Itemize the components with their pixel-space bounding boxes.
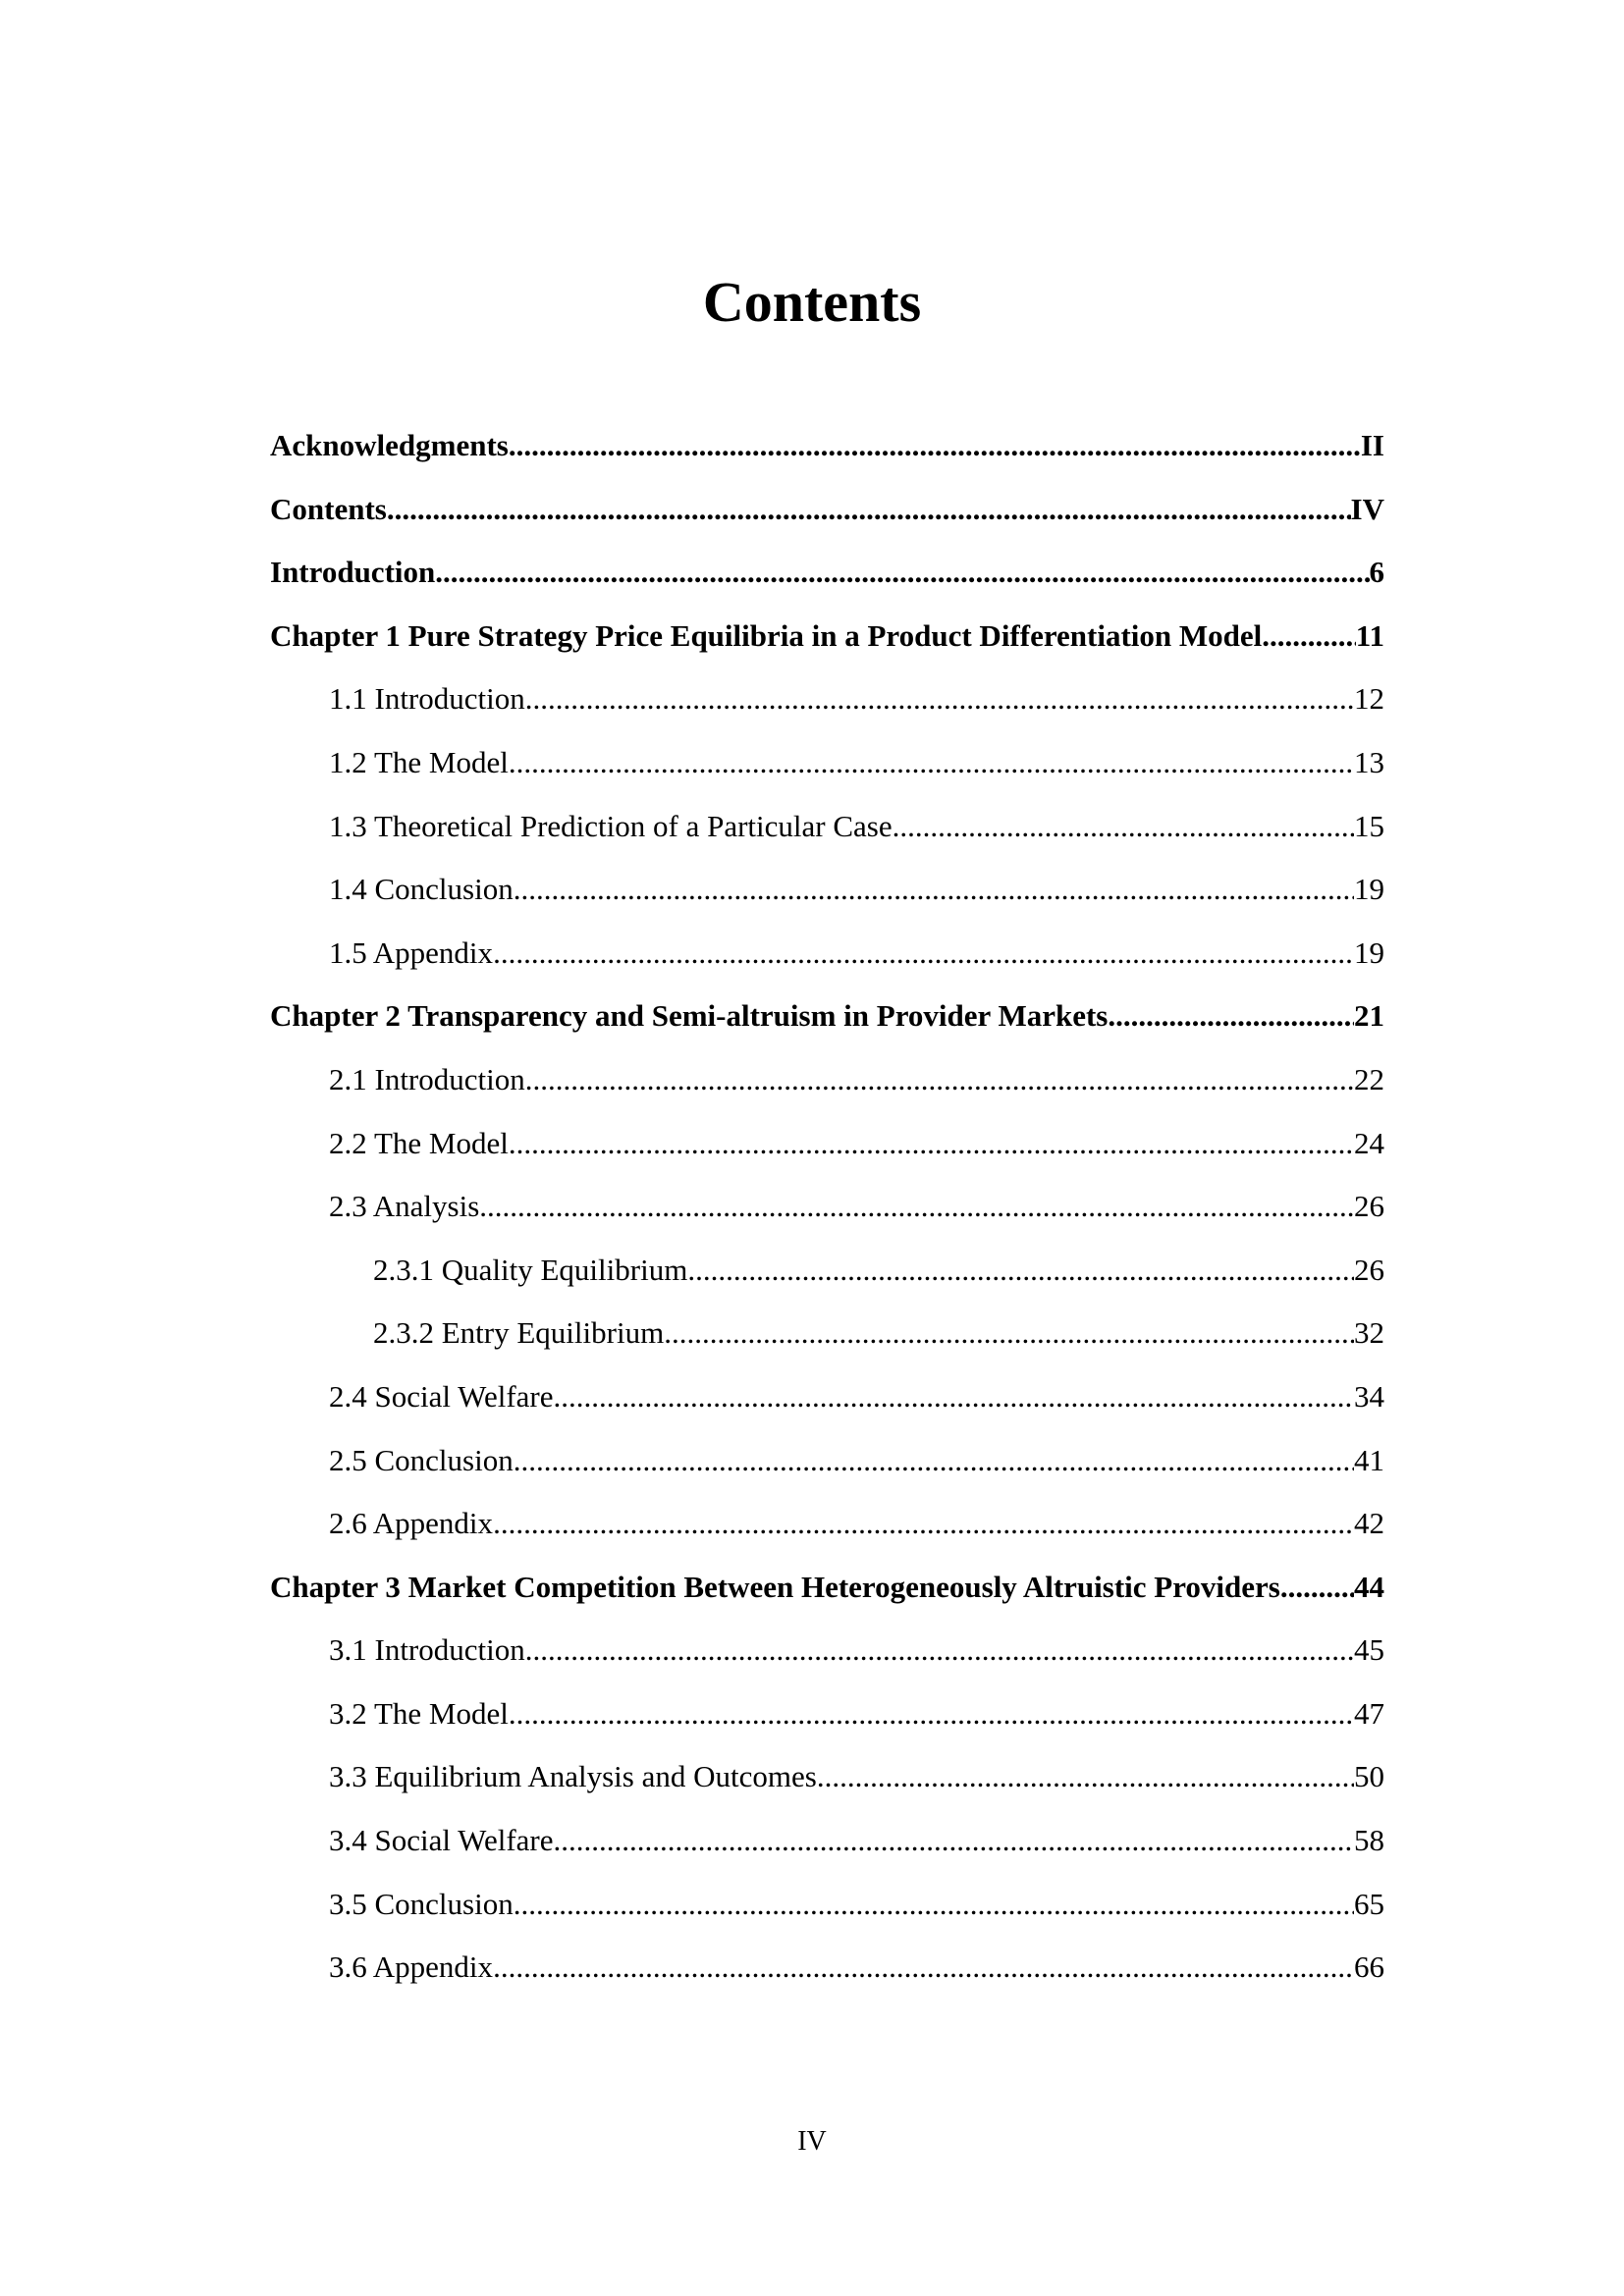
toc-dot-leader bbox=[554, 1817, 1355, 1864]
toc-entry-label: 2.5 Conclusion bbox=[329, 1442, 514, 1477]
toc-entry[interactable] bbox=[270, 486, 1384, 550]
toc-entry-label: Contents bbox=[270, 491, 387, 526]
toc-dot-leader bbox=[493, 1500, 1354, 1547]
toc-entry-label: 1.3 Theoretical Prediction of a Particular Case bbox=[329, 808, 893, 843]
toc-entry[interactable] bbox=[270, 1817, 1384, 1881]
toc-entry-label: 3.4 Social Welfare bbox=[329, 1823, 554, 1858]
toc-entry-label: Chapter 1 Pure Strategy Price Equilibria in a Product Differentiation Model bbox=[270, 617, 1263, 653]
toc-entry-page-number: 44 bbox=[1354, 1569, 1384, 1604]
toc-entry[interactable] bbox=[270, 1627, 1384, 1690]
toc-entry-page-number: 58 bbox=[1354, 1823, 1384, 1858]
toc-dot-leader bbox=[493, 1944, 1354, 1991]
toc-dot-leader bbox=[387, 486, 1351, 533]
toc-entry-page-number: 6 bbox=[1369, 555, 1384, 590]
page-title: Contents bbox=[702, 270, 922, 334]
toc-entry-page-number: 19 bbox=[1354, 934, 1384, 970]
toc-dot-leader bbox=[509, 739, 1354, 786]
toc-entry-label: Introduction bbox=[270, 555, 436, 590]
toc-entry[interactable] bbox=[270, 1564, 1384, 1628]
toc-entry[interactable] bbox=[270, 1309, 1384, 1373]
toc-entry[interactable] bbox=[270, 866, 1384, 930]
toc-entry-page-number: 26 bbox=[1354, 1189, 1384, 1224]
toc-dot-leader bbox=[509, 1120, 1354, 1167]
toc-entry[interactable] bbox=[270, 422, 1384, 486]
toc-entry-label: 3.1 Introduction bbox=[329, 1632, 525, 1668]
toc-entry-label: 2.1 Introduction bbox=[329, 1061, 525, 1096]
toc-entry[interactable] bbox=[270, 739, 1384, 803]
toc-entry-page-number: 42 bbox=[1354, 1506, 1384, 1541]
toc-entry-page-number: IV bbox=[1350, 491, 1384, 526]
toc-entry[interactable] bbox=[270, 1247, 1384, 1310]
toc-entry-label: 2.3 Analysis bbox=[329, 1189, 480, 1224]
toc-entry-label: Chapter 3 Market Competition Between Heterogeneously Altruistic Providers bbox=[270, 1569, 1280, 1604]
toc-dot-leader bbox=[525, 675, 1354, 722]
toc-entry[interactable] bbox=[270, 1690, 1384, 1754]
toc-dot-leader bbox=[479, 1183, 1354, 1230]
toc-entry[interactable] bbox=[270, 1944, 1384, 2007]
toc-dot-leader bbox=[509, 1690, 1354, 1737]
toc-entry-page-number: 50 bbox=[1354, 1759, 1384, 1794]
toc-entry-label: 3.6 Appendix bbox=[329, 1949, 494, 1985]
toc-entry-page-number: 65 bbox=[1354, 1886, 1384, 1921]
toc-entry[interactable] bbox=[270, 992, 1384, 1056]
toc-dot-leader bbox=[493, 930, 1354, 977]
toc-entry-page-number: 45 bbox=[1354, 1632, 1384, 1668]
toc-entry-page-number: 26 bbox=[1354, 1252, 1384, 1287]
toc-dot-leader bbox=[525, 1627, 1354, 1674]
toc-entry-label: 3.3 Equilibrium Analysis and Outcomes bbox=[329, 1759, 817, 1794]
toc-entry-label: 2.2 The Model bbox=[329, 1125, 509, 1160]
toc-entry-page-number: 21 bbox=[1354, 998, 1384, 1034]
toc-entry-label: Chapter 2 Transparency and Semi-altruism in Provider Markets bbox=[270, 998, 1109, 1034]
toc-entry-label: 1.1 Introduction bbox=[329, 681, 525, 717]
toc-entry[interactable] bbox=[270, 1056, 1384, 1120]
toc-entry[interactable] bbox=[270, 1120, 1384, 1184]
toc-entry-label: 1.4 Conclusion bbox=[329, 872, 514, 907]
toc-dot-leader bbox=[514, 866, 1354, 913]
toc-entry-page-number: II bbox=[1360, 428, 1384, 462]
toc-entry-label: Acknowledgments bbox=[270, 428, 509, 462]
toc-entry[interactable] bbox=[270, 1437, 1384, 1501]
toc-dot-leader bbox=[514, 1437, 1354, 1484]
toc-entry[interactable] bbox=[270, 1183, 1384, 1247]
toc-entry-page-number: 15 bbox=[1354, 808, 1384, 843]
toc-entry-label: 3.5 Conclusion bbox=[329, 1886, 514, 1921]
toc-dot-leader bbox=[435, 549, 1369, 596]
toc-dot-leader bbox=[1280, 1564, 1354, 1611]
toc-entry-page-number: 12 bbox=[1354, 681, 1384, 717]
toc-entry[interactable] bbox=[270, 613, 1384, 676]
page-number: IV bbox=[797, 2126, 827, 2157]
toc-dot-leader bbox=[687, 1247, 1354, 1294]
toc-entry[interactable] bbox=[270, 549, 1384, 613]
toc-entry-page-number: 11 bbox=[1355, 617, 1384, 653]
toc-entry[interactable] bbox=[270, 675, 1384, 739]
toc-dot-leader bbox=[509, 422, 1361, 469]
toc-dot-leader bbox=[817, 1753, 1354, 1800]
toc-entry-page-number: 13 bbox=[1354, 744, 1384, 779]
toc-entry-page-number: 41 bbox=[1354, 1442, 1384, 1477]
toc-dot-leader bbox=[514, 1881, 1354, 1928]
toc-entry-page-number: 19 bbox=[1354, 872, 1384, 907]
table-of-contents bbox=[270, 422, 1384, 2007]
toc-dot-leader bbox=[1262, 613, 1355, 660]
toc-entry-page-number: 22 bbox=[1354, 1061, 1384, 1096]
toc-entry[interactable] bbox=[270, 1373, 1384, 1437]
toc-entry-label: 3.2 The Model bbox=[329, 1695, 509, 1731]
toc-entry-label: 1.5 Appendix bbox=[329, 934, 494, 970]
toc-dot-leader bbox=[1108, 992, 1354, 1040]
toc-dot-leader bbox=[525, 1056, 1354, 1103]
toc-entry[interactable] bbox=[270, 930, 1384, 993]
toc-entry-page-number: 66 bbox=[1354, 1949, 1384, 1985]
toc-entry-label: 2.3.2 Entry Equilibrium bbox=[373, 1315, 665, 1351]
toc-entry[interactable] bbox=[270, 1500, 1384, 1564]
toc-dot-leader bbox=[554, 1373, 1355, 1420]
toc-entry-label: 2.6 Appendix bbox=[329, 1506, 494, 1541]
toc-entry-page-number: 32 bbox=[1354, 1315, 1384, 1351]
toc-entry-label: 2.4 Social Welfare bbox=[329, 1378, 554, 1414]
toc-entry-page-number: 34 bbox=[1354, 1378, 1384, 1414]
toc-entry[interactable] bbox=[270, 1753, 1384, 1817]
toc-entry[interactable] bbox=[270, 1881, 1384, 1945]
toc-dot-leader bbox=[893, 803, 1354, 850]
toc-entry-label: 1.2 The Model bbox=[329, 744, 509, 779]
toc-entry[interactable] bbox=[270, 803, 1384, 867]
toc-entry-page-number: 47 bbox=[1354, 1695, 1384, 1731]
toc-entry-label: 2.3.1 Quality Equilibrium bbox=[373, 1252, 688, 1287]
toc-dot-leader bbox=[664, 1309, 1354, 1357]
toc-entry-page-number: 24 bbox=[1354, 1125, 1384, 1160]
